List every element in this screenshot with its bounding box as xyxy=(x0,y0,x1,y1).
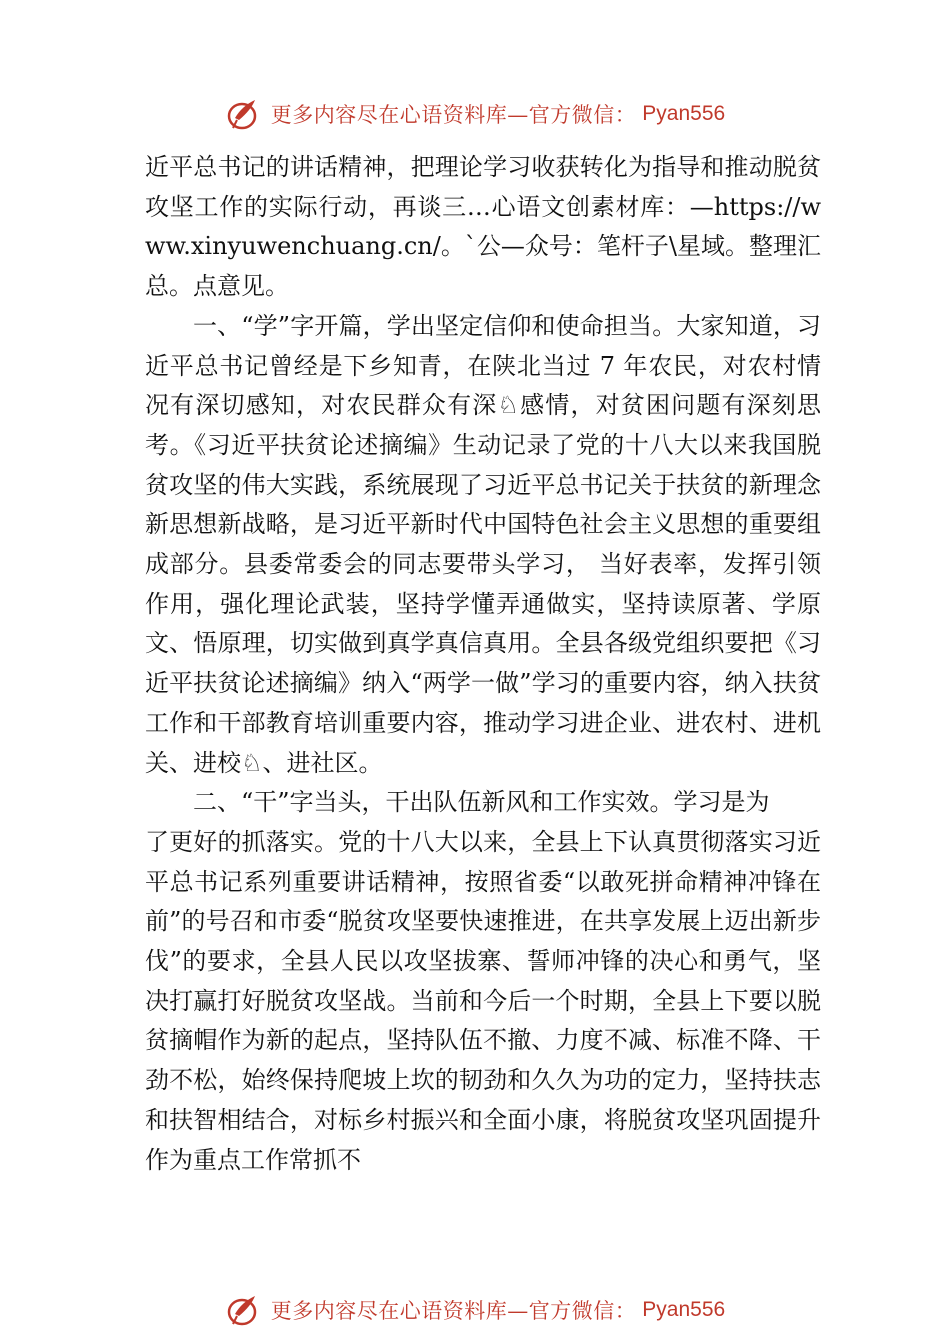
footer-watermark xyxy=(0,1290,950,1330)
quill-logo-icon xyxy=(225,1292,265,1328)
paragraph-section-two-heading: 二、“干”字当头，干出队伍新风和工作实效。学习是为 xyxy=(193,788,770,817)
paragraph-section-one: 一、“学”字开篇，学出坚定信仰和使命担当。大家知道，习近平总书记曾经是下乡知青，在陕北当过 7 年农民，对农村情况有深切感知，对农民群众有深♘感情，对贫困问题有深刻思考。《习近平扶贫论述摘编》生动记录了党的十八大以来我国脱贫攻坚的伟大实践，系统展现了习近平总书记关于扶贫的新理念新思想新战略，是习近平新时代中国特色社会主义思想的重要组成部分。县委常委会的同志要带头学习， 当好表率，发挥引领作用，强化理论武装，坚持学懂弄通做实，坚持读原著、学原文、悟原理，切实做到真学真信真用。全县各级党组织要把《习近平扶贫论述摘编》纳入“两学一做”学习的重要内容，纳入扶贫工作和干部教育培训重要内容，推动学习进企业、进农村、进机关、进校♘、进社区。 xyxy=(145,311,821,777)
watermark-wechat-id: Pyan556 xyxy=(642,1298,726,1321)
watermark-wechat-id: Pyan556 xyxy=(642,102,726,125)
quill-logo-icon xyxy=(225,96,265,132)
watermark-text: 更多内容尽在心语资料库—官方微信： xyxy=(270,103,637,127)
header-watermark xyxy=(0,94,950,134)
watermark-text: 更多内容尽在心语资料库—官方微信： xyxy=(270,1299,637,1323)
paragraph-continuation: 近平总书记的讲话精神，把理论学习收获转化为指导和推动脱贫攻坚工作的实际行动，再谈三…心语文创素材库：—https://www.xinyuwenchuang.cn/。`公—众号：笔杆子\星域。整理汇总。点意见。 xyxy=(145,153,821,301)
document-body xyxy=(145,148,821,1180)
paragraph-section-two-body: 了更好的抓落实。党的十八大以来，全县上下认真贯彻落实习近平总书记系列重要讲话精神，按照省委“以敢死拼命精神冲锋在前”的号召和市委“脱贫攻坚要快速推进，在共享发展上迈出新步伐”的要求，全县人民以攻坚拔寨、誓师冲锋的决心和勇气，坚决打赢打好脱贫攻坚战。当前和今后一个时期，全县上下要以脱贫摘帽作为新的起点，坚持队伍不撤、力度不减、标准不降、干劲不松，始终保持爬坡上坎的韧劲和久久为功的定力，坚持扶志和扶智相结合，对标乡村振兴和全面小康，将脱贫攻坚巩固提升作为重点工作常抓不 xyxy=(145,827,821,1174)
